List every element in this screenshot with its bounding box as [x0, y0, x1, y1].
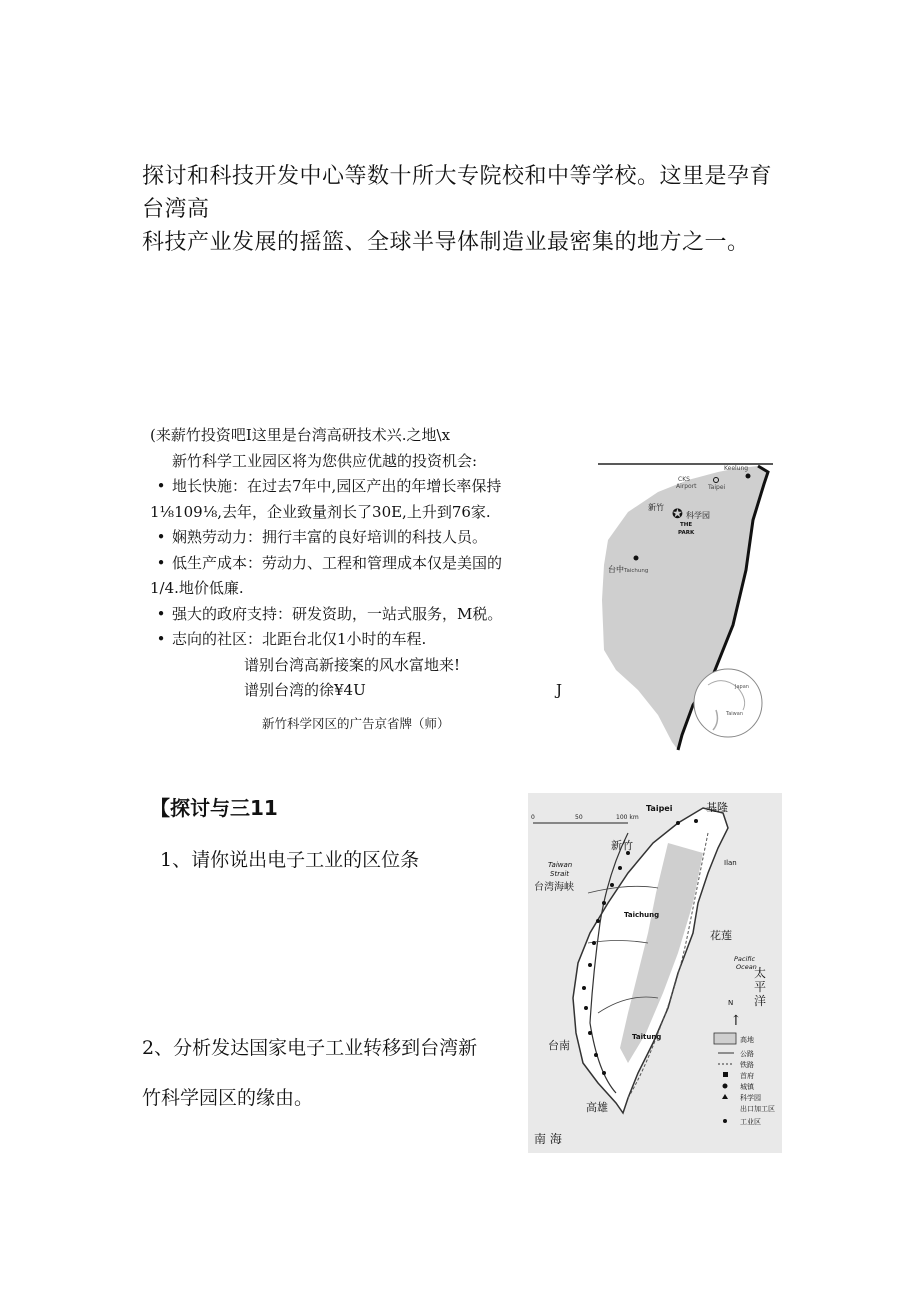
inset-circle — [694, 669, 762, 737]
svg-text:台湾海峡: 台湾海峡 — [534, 882, 574, 893]
svg-text:基隆: 基隆 — [706, 801, 728, 814]
ad-item-2: • 娴熟劳动力：拥行丰富的良好培训的科技人员。 — [150, 525, 570, 551]
intro-line-1: 探讨和科技开发中心等数十所大专院校和中等学校。这里是孕育台湾高 — [142, 164, 773, 222]
ad-title: (来薪竹投资吧I这里是台湾高研技术兴.之地\x — [150, 426, 451, 444]
taichung-dot — [634, 556, 639, 561]
bullet-icon: • — [156, 604, 166, 623]
ad-subtitle: 新竹科学工业园区将为您供应优越的投资机会: — [172, 451, 478, 470]
svg-text:工业区: 工业区 — [740, 1118, 761, 1126]
intro-paragraph — [142, 160, 782, 259]
svg-text:高雄: 高雄 — [586, 1101, 608, 1114]
svg-text:Taichung: Taichung — [624, 568, 649, 574]
ad-closing-2: 谱别台湾的徐¥4U J — [150, 678, 570, 704]
park-star-icon: ✪ — [672, 507, 683, 522]
ad-item-5: • 志向的社区：北距台北仅1小时的车程. — [150, 627, 570, 653]
ad-text-block — [150, 423, 570, 704]
taiwan-industry-map — [528, 793, 782, 1153]
svg-text:Taitung: Taitung — [632, 1033, 662, 1041]
question-2 — [142, 1023, 522, 1123]
svg-text:Ilan: Ilan — [724, 859, 737, 867]
svg-text:花莲: 花莲 — [710, 929, 732, 942]
ad-item-3-cont: 1/4.地价低廉. — [150, 579, 244, 597]
svg-text:洋: 洋 — [754, 994, 767, 1008]
bullet-icon: • — [156, 553, 166, 572]
svg-text:科学园: 科学园 — [740, 1094, 761, 1102]
ad-caption: 新竹科学冈区的广告京省牌（师） — [262, 716, 450, 731]
ad-closing-1: 谱别台湾高新接案的风水富地来! — [244, 655, 461, 674]
question-2-line-2: 竹科学园区的缘由。 — [142, 1087, 314, 1109]
taiwan-park-map — [598, 460, 773, 752]
svg-text:Taipei: Taipei — [708, 484, 726, 491]
svg-text:THE: THE — [680, 522, 693, 528]
question-2-line-1: 2、分析发达国家电子工业转移到台湾新 — [142, 1037, 478, 1059]
svg-text:高地: 高地 — [740, 1036, 754, 1044]
svg-text:出口加工区: 出口加工区 — [740, 1105, 775, 1113]
ad-item-1: • 地长快施：在过去7年中,园区产出的年增长率保持 — [150, 474, 570, 500]
ad-item-1-cont: 1⅛109⅛,去年，企业致量剂长了30E,上升到76家. — [150, 502, 491, 521]
svg-text:Ocean: Ocean — [736, 963, 757, 971]
ad-signature: J — [555, 681, 562, 699]
svg-text:Airport: Airport — [676, 483, 697, 490]
ad-item-3: • 低生产成本：劳动力、工程和管理成本仅是美国的 — [150, 551, 570, 577]
bullet-icon: • — [156, 528, 166, 546]
svg-text:N: N — [728, 999, 734, 1007]
svg-text:铁路: 铁路 — [740, 1061, 754, 1069]
svg-text:城镇: 城镇 — [740, 1083, 754, 1091]
bullet-icon: • — [156, 630, 166, 648]
svg-text:南 海: 南 海 — [534, 1132, 562, 1146]
bullet-icon: • — [156, 477, 166, 495]
svg-text:台南: 台南 — [548, 1039, 570, 1052]
svg-text:科学园: 科学园 — [686, 511, 710, 520]
svg-text:Taichung: Taichung — [624, 911, 660, 919]
svg-text:100 km: 100 km — [616, 814, 639, 821]
intro-line-2: 科技产业发展的摇篮、全球半导体制造业最密集的地方之一。 — [142, 230, 750, 255]
svg-text:Japan: Japan — [735, 684, 749, 690]
svg-text:Taipei: Taipei — [646, 804, 673, 813]
svg-text:0: 0 — [531, 814, 535, 821]
section-title: 【探讨与三11 — [150, 796, 278, 820]
svg-text:Taiwan: Taiwan — [548, 861, 573, 869]
svg-text:台中: 台中 — [608, 565, 624, 574]
svg-text:Keelung: Keelung — [724, 465, 749, 472]
svg-text:CKS: CKS — [678, 476, 690, 483]
svg-text:PARK: PARK — [678, 530, 695, 536]
north-arrow-icon: ↑ — [730, 1013, 742, 1029]
svg-text:新竹: 新竹 — [611, 839, 633, 852]
svg-text:Taiwan: Taiwan — [726, 711, 744, 717]
svg-text:新竹: 新竹 — [648, 503, 664, 512]
svg-text:Pacific: Pacific — [734, 955, 756, 963]
svg-text:公路: 公路 — [740, 1050, 754, 1058]
svg-text:Strait: Strait — [550, 870, 570, 878]
svg-text:50: 50 — [575, 814, 583, 821]
question-1: 1、请你说出电子工业的区位条 — [160, 849, 420, 871]
svg-text:平: 平 — [754, 980, 767, 994]
svg-text:首府: 首府 — [740, 1072, 754, 1080]
svg-text:太: 太 — [754, 966, 767, 980]
keelung-dot — [746, 474, 751, 479]
ad-item-4: • 强大的政府支持：研发资助，一站式服务，M税。 — [150, 602, 570, 628]
